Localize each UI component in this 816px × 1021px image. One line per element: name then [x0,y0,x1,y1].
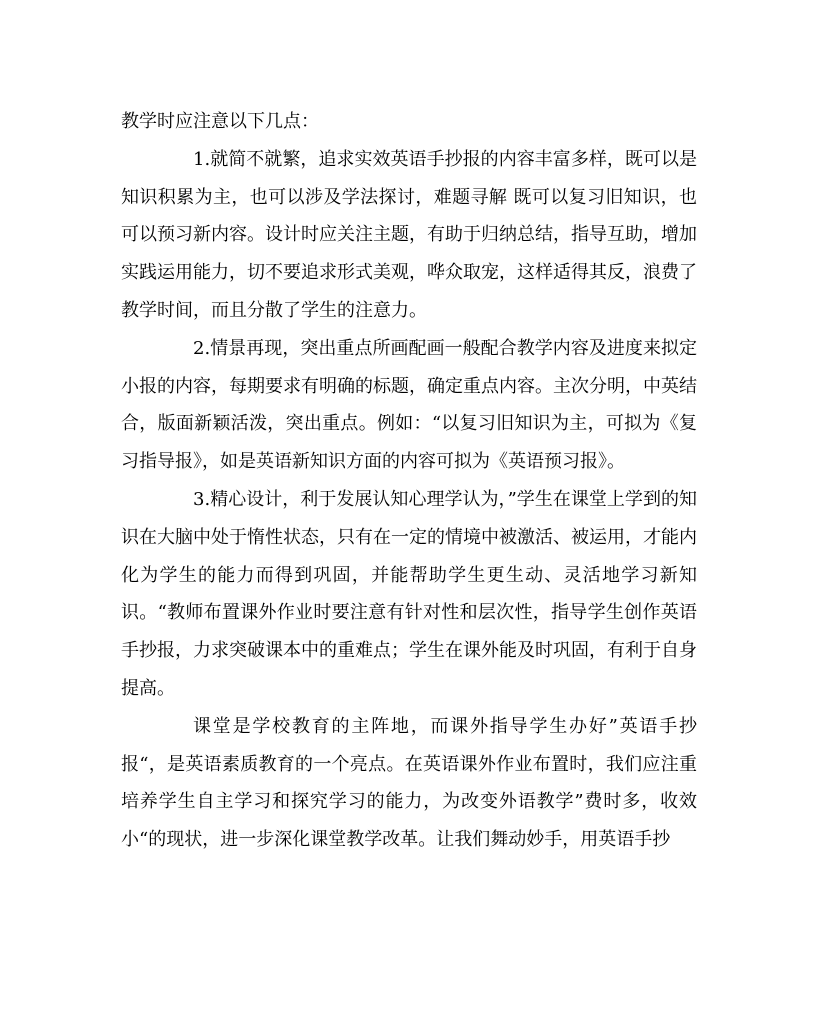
paragraph-point-3: 3.精心设计，利于发展认知心理学认为，”学生在课堂上学到的知识在大脑中处于惰性状态，只有在一定的情境中被激活、被运用，才能内化为学生的能力而得到巩固，并能帮助学生更生动、灵活地学习新知识。“教师布置课外作业时要注意有针对性和层次性，指导学生创作英语手抄报，力求突破课本中的重难点；学生在课外能及时巩固，有利于自身提高。 [121,488,697,699]
paragraph-point-1: 1.就简不就繁，追求实效英语手抄报的内容丰富多样，既可以是知识积累为主，也可以涉及学法探讨，难题寻解 既可以复习旧知识，也可以预习新内容。设计时应关注主题，有助于归纳总结，指导互助，增加实践运用能力，切不要追求形式美观，哗众取宠，这样适得其反，浪费了教学时间，而且分散了学生的注意力。 [121,148,697,321]
paragraph-conclusion: 课堂是学校教育的主阵地，而课外指导学生办好”英语手抄报“，是英语素质教育的一个亮点。在英语课外作业布置时，我们应注重培养学生自主学习和探究学习的能力，为改变外语教学”费时多，收效小“的现状，进一步深化课堂教学改革。让我们舞动妙手，用英语手抄 [121,715,697,851]
document-body [121,103,697,859]
paragraph-intro: 教学时应注意以下几点： [121,111,319,132]
paragraph-point-2: 2.情景再现，突出重点所画配画一般配合教学内容及进度来拟定小报的内容，每期要求有明确的标题，确定重点内容。主次分明，中英结合，版面新颖活泼，突出重点。例如：“以复习旧知识为主，可拟为《复习指导报》，如是英语新知识方面的内容可拟为《英语预习报》。 [121,337,697,473]
